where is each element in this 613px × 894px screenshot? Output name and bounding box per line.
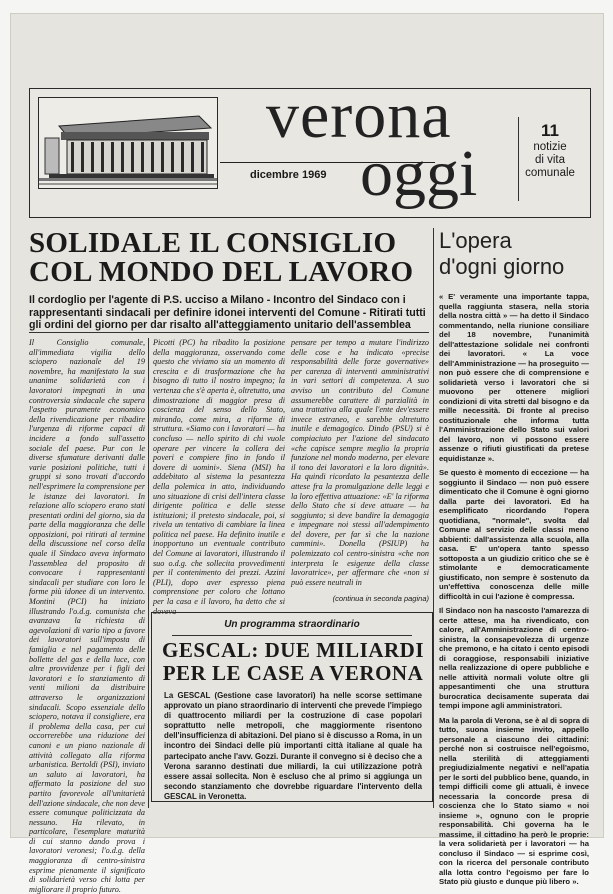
subhead-rule (29, 332, 429, 333)
issue-text-2: di vita (534, 154, 566, 166)
issue-number: 11 (541, 121, 559, 140)
newspaper-page (10, 13, 604, 894)
editorial-headline-line1: L'opera (439, 228, 512, 253)
issue-date: dicembre 1969 (250, 169, 327, 181)
town-hall-illustration (38, 97, 218, 189)
editorial-headline (439, 228, 589, 280)
main-headline-line1: SOLIDALE IL CONSIGLIO (29, 227, 397, 259)
editorial-paragraph: Ma la parola di Verona, se è al di sopra di tutto, suona insieme invito, appello personale a ciascuno dei cittadini: perché non si costruisce nell'egoismo, nella sterilità di atteggiamenti pregiudizialmente negativi e nell'apatia per le sorti del pubblico bene, quando, in tempi difficili come gli attuali, è invece necessaria la concorde presa di coscienza che lo Stato siamo « noi insieme », ognuno con le proprie responsabilità. Chi governa ha le massime, il cittadino ha però le proprie: la vera solidarietà per i lavoratori — ha concluso il Sindaco — si esprime così, con la ricerca del personale contributo alla lotta contro l'egoismo per fare lo Stato più giusto e dunque più libero ». (439, 715, 589, 886)
main-headline (29, 229, 427, 287)
box-kicker: Un programma straordinario (224, 619, 360, 630)
masthead-title-verona: verona (266, 79, 452, 152)
masthead (29, 79, 591, 218)
main-headline-line2: COL MONDO DEL LAVORO (29, 256, 414, 288)
editorial-paragraph: « E' veramente una importante tappa, quella raggiunta stasera, nella storia della nostra città » — ha detto il Sindaco commentando, nella riunione consiliare del 18 novembre, l'unanimità dell'attestazione solidale nei confronti dei lavoratori. « La voce dell'Amministrazione — ha proseguito — non può essere che di comprensione e solidarietà verso i lavoratori che si muovono per ottenere migliori condizioni di vita stretti dal bisogno e da mille necessità. Di fronte al preciso costituzionale che informa tutta l'Amministrazione dello Stato sui valori del lavoro, non vi possono essere assenze o rifiuti giustificati da pretese equidistanze ». (439, 292, 589, 463)
box-headline (158, 639, 428, 685)
issue-text-1: notizie (533, 141, 567, 153)
editorial-body (439, 292, 589, 892)
gescal-box (151, 612, 433, 802)
kicker-rule (172, 635, 412, 636)
issue-box (518, 117, 581, 201)
editorial-headline-line2: d'ogni giorno (439, 254, 565, 279)
main-subhead: Il cordoglio per l'agente di P.S. ucciso a Milano - Incontro del Sindaco con i rappresentanti sindacali per definire idonei interventi del Comune - Ritirati tutti gli ordini del giorno per dar risalto all'atteggiamento unitario dell'assemblea (29, 294, 426, 332)
masthead-title-oggi: oggi (360, 137, 478, 210)
main-article-col1: Il Consiglio comunale, all'immediata vigilia dello sciopero nazionale del 19 novembre, ha manifestato la sua unanime solidarietà con i lavoratori impegnati in una controversia sindacale che supera l'aspetto puramente economico della rivendicazione per ribadire l'urgenza di riforme capaci di incidere a fondo sull'assetto sociale del paese. Pur con le diverse sfumature derivanti dalle varie posizioni politiche, tutti i gruppi si sono trovati d'accordo nell'esprimere la comprensione per le istanze dei lavoratori. In relazione allo sciopero erano stati presentati ordini del giorno, sia da parte della maggioranza che delle opposizioni, poi ritirati al termine della discussione nel corso della quale il Sindaco aveva informato l'assemblea del proposito di convocare i rappresentanti sindacali per studiare con loro le forme più idonee di un intervento. Montini (PCI) ha iniziato illustrando l'o.d.g. comunista che avanzava la richiesta di agevolazioni di vario tipo a favore dei lavoratori sull'imposta di famiglia e nel pagamento delle bollette del gas e della luce, con altre provvidenze per i figli dei lavoratori e lo stanziamento di venti milioni da distribuire attraverso le organizzazioni sindacali. Scopo essenziale dello sciopero, notava il consigliere, era il problema della casa, per cui occorrerebbe una riduzione dei canoni e un piano nazionale di attività collegato alla riforma urbanistica. Bertoldi (PSI), inviato un saluto ai lavoratori, ha affermato la posizione del suo partito favorevole all'unitarietà dell'azione sindacale, che non deve essere comunque politicizzata da nessuno. Ha rilevato, in particolare, l'esemplare maturità di cui stanno dando prova i lavoratori veronesi; l'o.d.g. della maggioranza di centro-sinistra esprime pienamente il significato di solidarietà verso chi lotta per migliorare il proprio futuro. (29, 338, 145, 894)
main-article-col3: pensare per tempo a mutare l'indirizzo delle cose e ha indicato «precise responsabilità delle forze governative» per carenza di interventi amministrativi in vari settori di competenza. A suo avviso un contributo del Comune assumerebbe carattere di parzialità in una trattativa alla quale l'ente dev'essere invece estraneo, e sarebbe oltretutto inutile e demagogico. Dindo (PSU) si è compiaciuto per l'azione del sindacato «che capisce sempre meglio la propria funzione nel mondo moderno, per elevare il tono dei lavoratori e la loro dignità». Ha quindi ricordato la pesantezza delle attese fra la promulgazione delle leggi e la loro effettiva attuazione: «E' la riforma dello Stato che si deve attuare — ha soggiunto; si deve bandire la demagogia e impegnare noi stessi all'adempimento del dovere, per far sì che la nazione cammini». Donella (PSIUP) ha polemizzato col centro-sinistra «che non interpreta le esigenze della classe lavoratrice», per affermare che «non si può essere neutrali in (291, 338, 429, 587)
palazzo-icon (39, 98, 217, 188)
box-body: La GESCAL (Gestione case lavoratori) ha nelle scorse settimane approvato un piano straordinario di interventi che prevede l'impiego di quattrocento miliardi per la costruzione di case popolari soprattutto nelle metropoli, che maggiormente risentono dell'insufficienza di abitazioni. Del piano si è discusso a Roma, in un incontro dei Sindaci delle più importanti città italiane al quale ha partecipato anche l'avv. Gozzi. Durante il convegno si è deciso che a Verona saranno destinati due miliardi, la cui utilizzazione potrà essere assai sollecita. Non è escluso che al primo si aggiunga un secondo stanziamento che dovrebbe riguardare l'intervento della GESCAL in Veronetta. (164, 691, 422, 801)
issue-text-3: comunale (525, 167, 575, 179)
box-headline-line2: PER LE CASE A VERONA (162, 661, 424, 685)
main-article-col2: Picotti (PC) ha ribadito la posizione della maggioranza, osservando come questo che viviamo sia un momento di crescita e di trasformazione che ha bisogno di tutto il nostro impegno; la vertenza che s'è aperta è, oltretutto, una dimostrazione di maggior presa di coscienza del senso dello Stato, mirando, come mira, a riforme di struttura. «Siamo con i lavoratori — ha concluso — nello spirito di chi vuole operare per vincere la collera dei poveri e compiere fino in fondo il dovere di uomini». Siena (MSI) ha addebitato al sistema la pesantezza della polemica in atto, individuando uno situazione di crisi dell'intera classe dirigente politica e delle stesse istituzioni; il pretesto sindacale, poi, si rivela un tentativo di cambiare la linea politica nel paese. Ha definito inutile e inopportuno un eventuale contributo del Comune ai lavoratori, illustrando il suo o.d.g. che sollecita provvedimenti per il contenimento dei prezzi. Azzini (PLI), dopo aver espresso piena comprensione per coloro che lottano per la casa e il lavoro, ha detto che si doveva (153, 338, 285, 616)
box-headline-line1: GESCAL: DUE MILIARDI (161, 638, 425, 662)
editorial-paragraph: Se questo è momento di eccezione — ha soggiunto il Sindaco — non può essere dimenticato che il Comune è ogni giorno dalla parte dei lavoratori. Ed ha esemplificato ricordando l'opera quotidiana, "normale", svolta dal Comune al servizio delle classi meno abbienti: dall'assistenza alla scuola, alla casa. E' un'opera tanto spesso sottoposta a un giudizio critico che se è stimolante e democraticamente giustificato, non sempre è sostenuto da un'effettiva conoscenza delle mille difficoltà in cui l'azione è compressa. (439, 468, 589, 601)
column-divider (148, 338, 149, 808)
editorial-paragraph: Il Sindaco non ha nascosto l'amarezza di certe attese, ma ha rivendicato, con calore, all'Amministrazione di centro-sinistra, la consapevolezza di urgenze che premono, e ha citato i cento episodi di coraggiose, responsabili iniziative nella realizzazione di opere pubbliche e nelle attività normali volute oltre gli appesantimenti che una struttura burocratica decisamente superata dai tempi impone agli amministratori. (439, 606, 589, 710)
right-column-divider (433, 228, 434, 808)
continues-link[interactable]: (continua in seconda pagina) (332, 594, 429, 603)
